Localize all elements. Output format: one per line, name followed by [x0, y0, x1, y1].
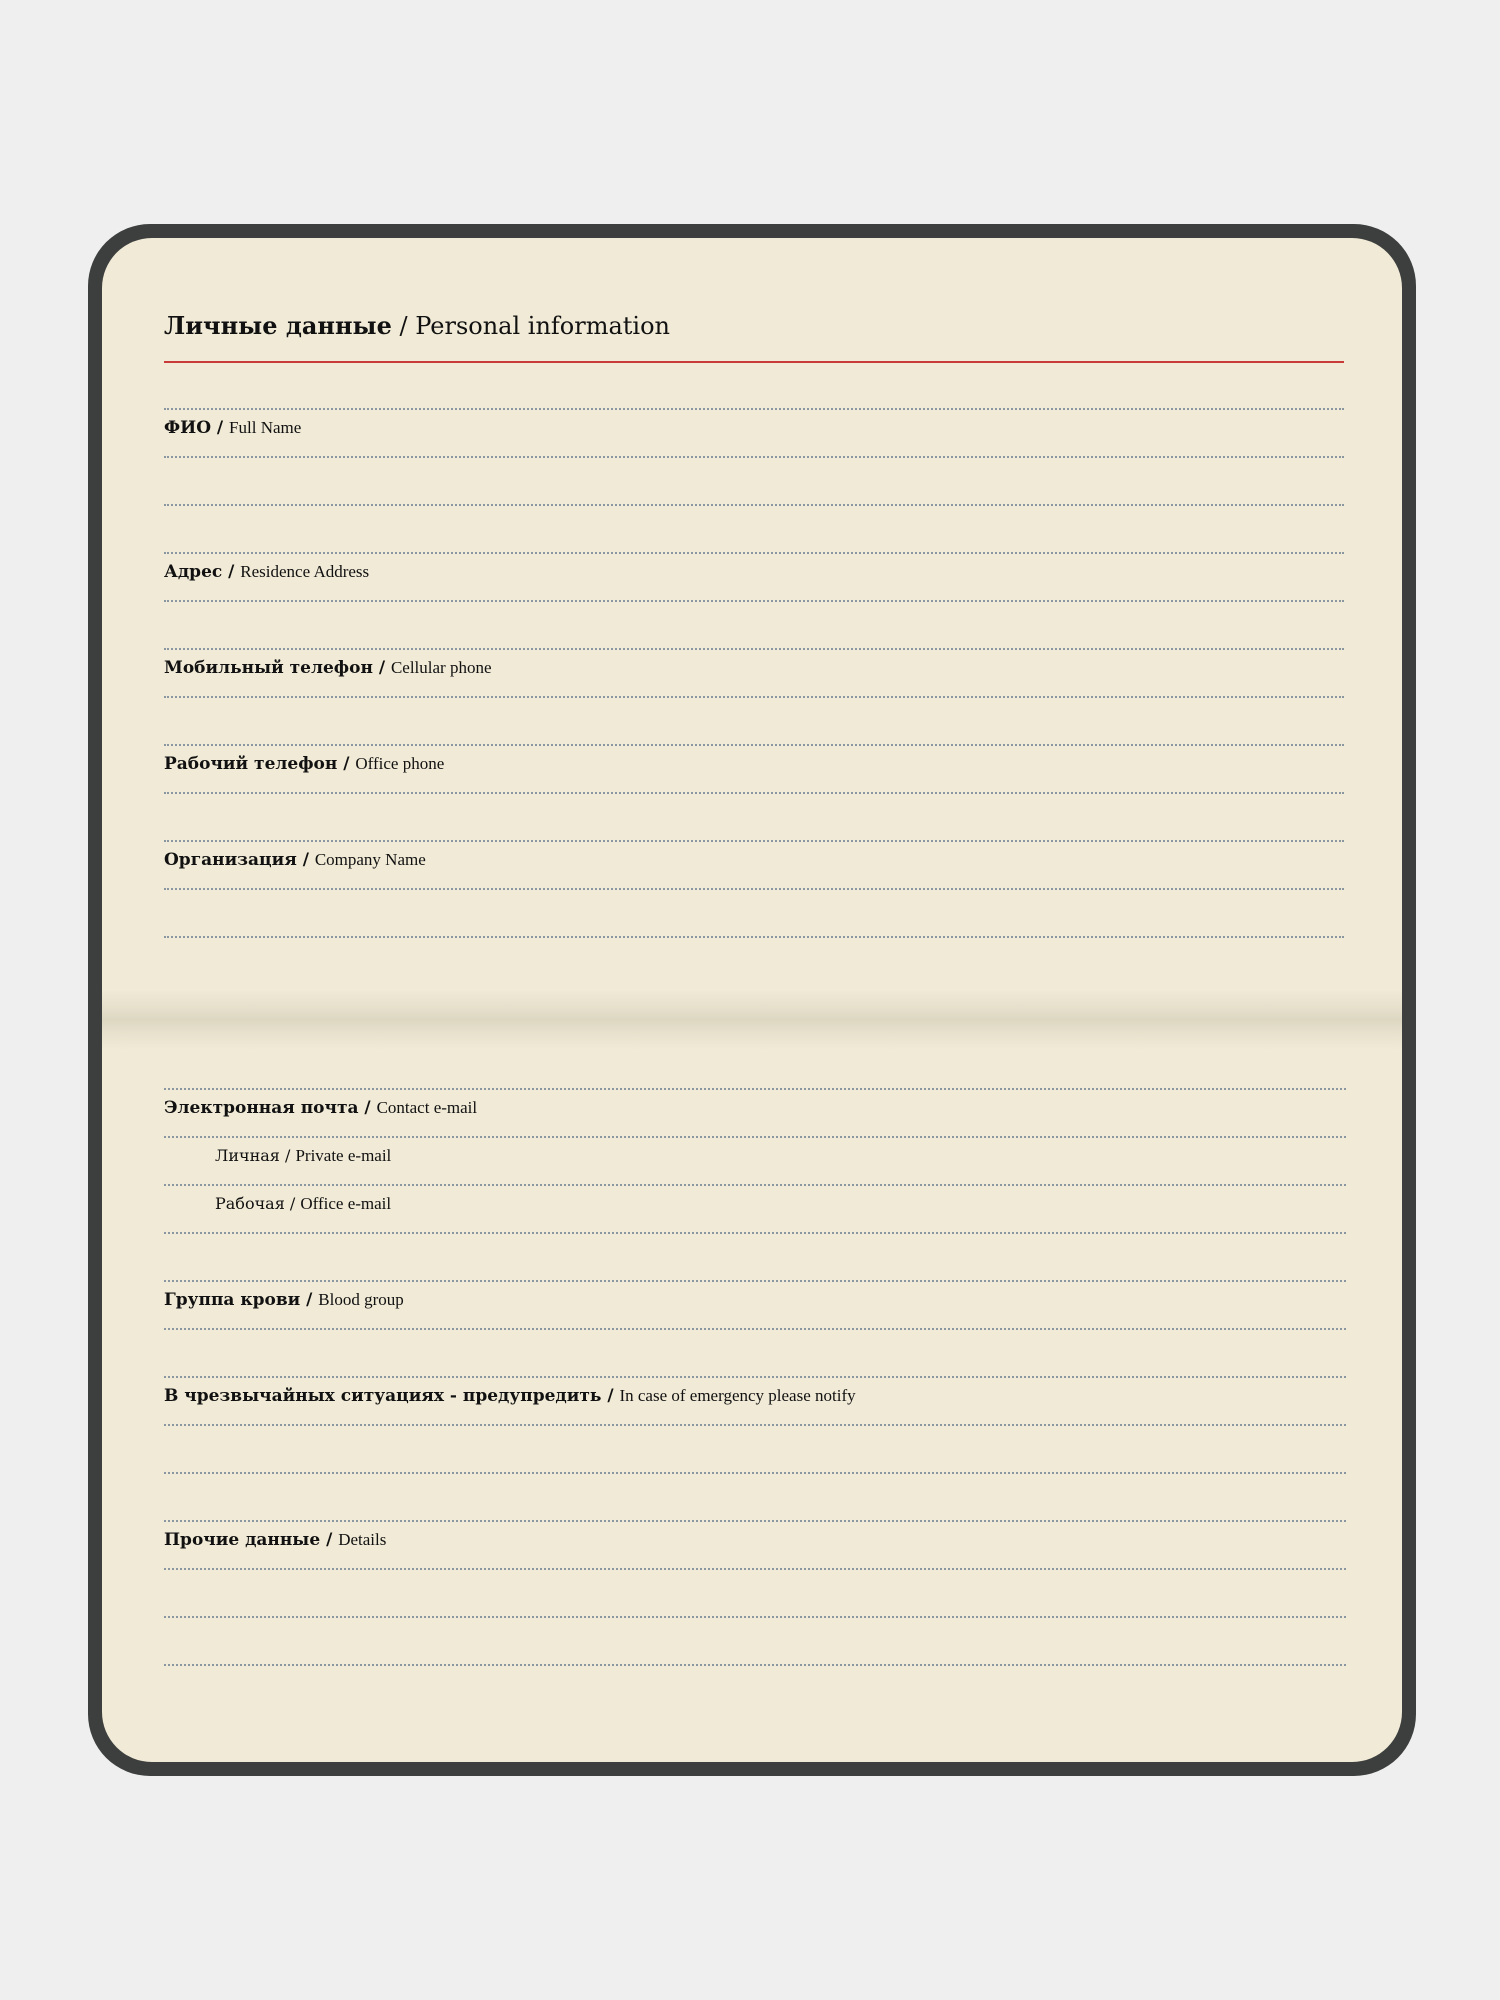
office-phone-label-en: Office phone [355, 754, 445, 773]
title-underline [164, 361, 1344, 363]
mobile-label [164, 658, 492, 678]
label-sep: / [372, 658, 391, 678]
notebook-page [102, 238, 1402, 1762]
ruled-line[interactable] [164, 1616, 1346, 1618]
page-fold [102, 990, 1402, 1050]
ruled-line[interactable] [164, 840, 1344, 842]
blood-group-label [164, 1290, 404, 1310]
mobile-line[interactable] [164, 696, 1344, 698]
label-sep: / [337, 754, 356, 774]
office-email-line[interactable] [164, 1232, 1346, 1234]
full-name-line[interactable] [164, 456, 1344, 458]
details-label [164, 1530, 386, 1550]
ruled-line [164, 1088, 1346, 1090]
ruled-line[interactable] [164, 504, 1344, 506]
email-label [164, 1098, 477, 1118]
notebook-cover [88, 224, 1416, 1776]
emergency-label [164, 1386, 856, 1406]
full-name-label-ru: ФИО [164, 418, 211, 438]
details-line[interactable] [164, 1568, 1346, 1570]
ruled-line[interactable] [164, 1664, 1346, 1666]
ruled-line[interactable] [164, 936, 1344, 938]
page-title [164, 311, 670, 340]
page-title-ru: Личные данные [164, 311, 392, 340]
emergency-label-ru: В чрезвычайных ситуациях - предупредить [164, 1386, 602, 1406]
details-label-en: Details [338, 1530, 387, 1549]
ruled-line[interactable] [164, 1280, 1346, 1282]
label-sep: / [358, 1098, 377, 1118]
address-label-ru: Адрес [164, 562, 223, 582]
private-email-label-ru: Личная [215, 1146, 280, 1165]
office-phone-label [164, 754, 444, 774]
office-phone-label-ru: Рабочий телефон [164, 754, 338, 774]
emergency-line[interactable] [164, 1424, 1346, 1426]
ruled-line[interactable] [164, 744, 1344, 746]
office-phone-line[interactable] [164, 792, 1344, 794]
details-label-ru: Прочие данные [164, 1530, 321, 1550]
label-sep: / [211, 418, 230, 438]
office-email-label-ru: Рабочая [215, 1194, 285, 1213]
mobile-label-en: Cellular phone [390, 658, 492, 677]
email-label-en: Contact e-mail [376, 1098, 478, 1117]
emergency-label-en: In case of emergency please notify [619, 1386, 856, 1405]
address-line[interactable] [164, 600, 1344, 602]
company-label [164, 850, 426, 870]
company-line[interactable] [164, 888, 1344, 890]
private-email-label [215, 1146, 391, 1166]
address-label [164, 562, 369, 582]
label-sep: / [284, 1194, 301, 1213]
ruled-line[interactable] [164, 648, 1344, 650]
label-sep: / [222, 562, 241, 582]
label-sep: / [279, 1146, 296, 1165]
company-label-ru: Организация [164, 850, 297, 870]
ruled-line[interactable] [164, 1472, 1346, 1474]
blood-group-line[interactable] [164, 1328, 1346, 1330]
private-email-line[interactable] [164, 1184, 1346, 1186]
ruled-line[interactable] [164, 1520, 1346, 1522]
ruled-line[interactable] [164, 1376, 1346, 1378]
page-title-en: Personal information [415, 312, 671, 340]
label-sep: / [320, 1530, 339, 1550]
blood-group-label-en: Blood group [318, 1290, 404, 1309]
ruled-line [164, 1136, 1346, 1138]
page-title-sep: / [391, 312, 416, 340]
full-name-label [164, 418, 301, 438]
full-name-label-en: Full Name [229, 418, 302, 437]
blood-group-label-ru: Группа крови [164, 1290, 301, 1310]
label-sep: / [300, 1290, 319, 1310]
private-email-label-en: Private e-mail [295, 1146, 392, 1165]
email-label-ru: Электронная почта [164, 1098, 359, 1118]
label-sep: / [296, 850, 315, 870]
office-email-label [215, 1194, 391, 1214]
company-label-en: Company Name [314, 850, 426, 869]
ruled-line [164, 408, 1344, 410]
ruled-line[interactable] [164, 552, 1344, 554]
address-label-en: Residence Address [240, 562, 370, 581]
mobile-label-ru: Мобильный телефон [164, 658, 373, 678]
label-sep: / [601, 1386, 620, 1406]
office-email-label-en: Office e-mail [300, 1194, 392, 1213]
